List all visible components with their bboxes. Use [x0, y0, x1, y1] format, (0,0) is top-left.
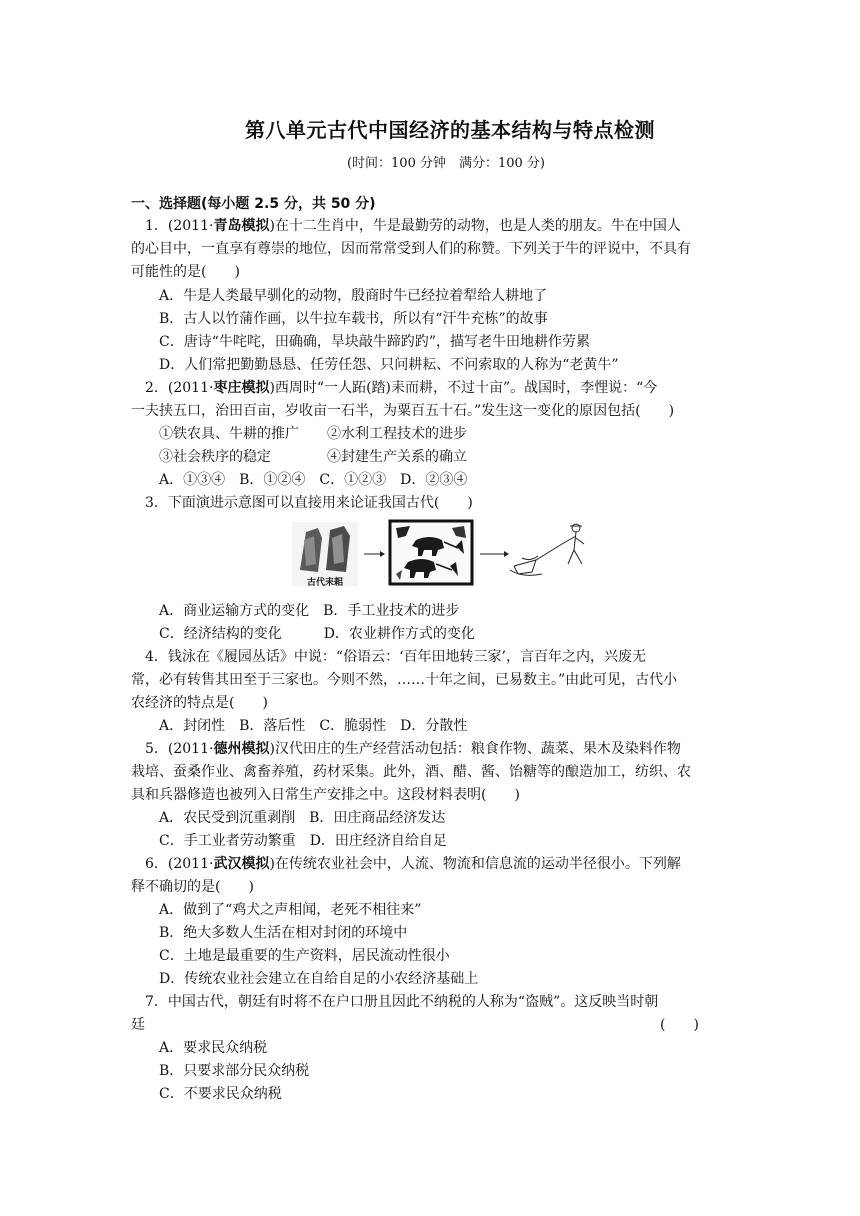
question-7-line-2: 廷: [131, 1017, 145, 1033]
question-source: 德州模拟: [213, 741, 270, 757]
question-7-option-b: B．只要求部分民众纳税: [159, 1063, 310, 1079]
question-4-line-1: 4．钱泳在《履园丛话》中说：“俗语云：‘百年田地转三家’，言百年之内，兴废无: [145, 649, 646, 665]
question-6-option-d: D．传统农业社会建立在自给自足的小农经济基础上: [159, 971, 479, 987]
question-1-line-3: 可能性的是( ): [131, 264, 240, 280]
question-number: 2．(2011·: [145, 380, 214, 396]
question-1-option-c: C．唐诗“牛咤咤，田确确，旱块敲牛蹄趵趵”，描写老牛田地耕作劳累: [159, 334, 591, 350]
question-6-option-a: A．做到了“鸡犬之声相闻，老死不相往来”: [159, 902, 422, 918]
question-5-line-1: [145, 738, 681, 760]
page-subtitle: (时间：100 分钟 满分：100 分): [346, 156, 546, 171]
question-3-options-cd: C．经济结构的变化 D．农业耕作方式的变化: [159, 626, 475, 642]
question-source: 枣庄模拟: [213, 380, 270, 396]
question-4-choices: A．封闭性 B．落后性 C．脆弱性 D．分散性: [159, 718, 468, 734]
question-7-option-a: A．要求民众纳税: [159, 1040, 268, 1056]
arrow-icon: [364, 551, 385, 557]
question-7-line-1: 7．中国古代，朝廷有时将不在户口册且因此不纳税的人称为“盗贼”。这反映当时朝: [145, 994, 659, 1010]
question-source: 青岛模拟: [213, 218, 270, 234]
question-4-line-2: 常，必有转售其田至于三家也。今则不然，……十年之间，已易数主。”由此可见，古代小: [131, 672, 678, 688]
question-3-line-1: 3．下面演进示意图可以直接用来论证我国古代( ): [145, 495, 473, 511]
question-2-line-1: [145, 377, 657, 399]
question-5-line-2: 栽培、蚕桑作业、禽畜养殖，药材采集。此外，酒、醋、酱、饴糖等的酿造加工，纺织、农: [131, 764, 691, 780]
question-number: 1．(2011·: [145, 218, 214, 234]
arrow-icon: [480, 551, 509, 557]
question-2-statements-1: ①铁农具、牛耕的推广 ②水利工程技术的进步: [159, 426, 467, 442]
question-number: 6．(2011·: [145, 856, 214, 872]
ox-plough-mural-image: [390, 521, 472, 584]
question-2-statements-2: ③社会秩序的稳定 ④封建生产关系的确立: [159, 449, 467, 465]
question-1-line-2: 的心目中，一直享有尊崇的地位，因而常常受到人们的称赞。下列关于牛的评说中，不具有: [131, 241, 691, 257]
farmer-plough-drawing: [510, 524, 584, 575]
figure-caption: 古代耒耜: [306, 578, 344, 588]
question-1-option-a: A．牛是人类最早驯化的动物，殷商时牛已经拉着犁给人耕地了: [159, 288, 548, 304]
question-7-option-c: C．不要求民众纳税: [159, 1086, 282, 1102]
question-5-options-cd: C．手工业者劳动繁重 D．田庄经济自给自足: [159, 833, 447, 849]
question-source: 武汉模拟: [213, 856, 270, 872]
question-6-line-1: [145, 853, 681, 875]
question-number: 5．(2011·: [145, 741, 214, 757]
question-4-line-3: 农经济的特点是( ): [131, 695, 268, 711]
question-6-option-c: C．土地是最重要的生产资料，居民流动性很小: [159, 948, 450, 964]
question-5-options-ab: A．农民受到沉重剥削 B．田庄商品经济发达: [159, 810, 446, 826]
question-text: )西周时“一人跖(踏)耒而耕，不过十亩”。战国时，李悝说：“今: [269, 380, 658, 396]
question-6-option-b: B．绝大多数人生活在相对封闭的环境中: [159, 925, 408, 941]
evolution-diagram: [292, 518, 604, 588]
answer-parentheses: ( ): [660, 1017, 699, 1033]
section-heading: 一、选择题(每小题 2.5 分，共 50 分): [131, 196, 376, 212]
question-text: )在传统农业社会中，人流、物流和信息流的运动半径很小。下列解: [269, 856, 681, 872]
question-text: )汉代田庄的生产经营活动包括：粮食作物、蔬菜、果木及染料作物: [269, 741, 681, 757]
question-1-option-d: D．人们常把勤勤恳恳、任劳任怨、只问耕耘、不问索取的人称为“老黄牛”: [159, 357, 619, 373]
page-title: 第八单元古代中国经济的基本结构与特点检测: [245, 118, 655, 142]
question-6-line-2: 释不确切的是( ): [131, 879, 254, 895]
question-2-choices: A．①③④ B．①②④ C．①②③ D．②③④: [159, 472, 468, 488]
question-1-option-b: B．古人以竹蒲作画，以牛拉车载书，所以有“汗牛充栋”的故事: [159, 311, 548, 327]
question-2-line-2: 一夫挟五口，治田百亩，岁收亩一石半，为粟百五十石。”发生这一变化的原因包括( ): [131, 403, 675, 419]
ancient-plough-image: [292, 522, 358, 588]
question-text: )在十二生肖中，牛是最勤劳的动物，也是人类的朋友。牛在中国人: [269, 218, 681, 234]
question-3-options-ab: A．商业运输方式的变化 B．手工业技术的进步: [159, 603, 460, 619]
question-5-line-3: 具和兵器修造也被列入日常生产安排之中。这段材料表明( ): [131, 787, 520, 803]
question-1-line-1: [145, 215, 681, 237]
